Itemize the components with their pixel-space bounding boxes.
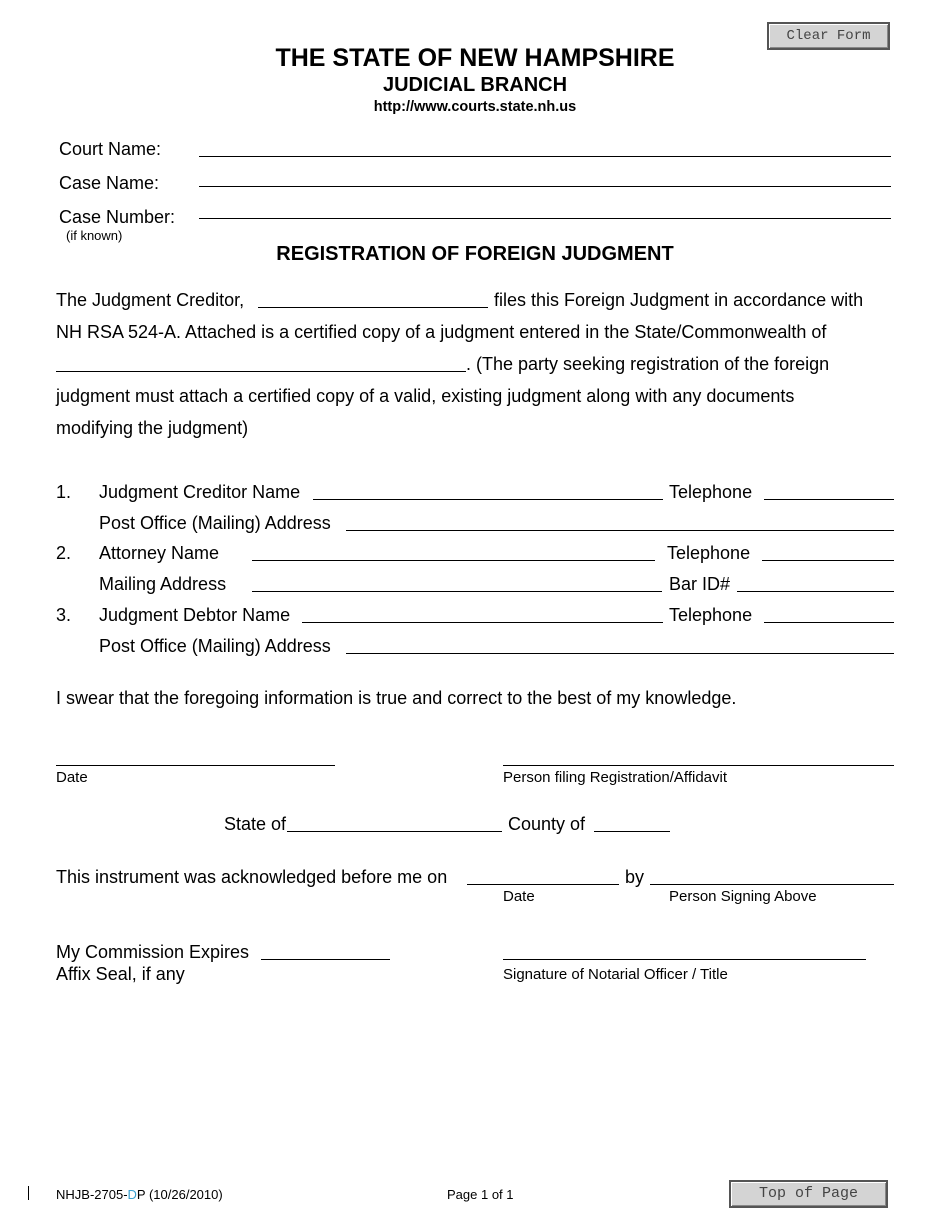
case-number-field[interactable] (199, 218, 891, 219)
by-label: by (625, 867, 645, 887)
acknowledged-date-field[interactable] (467, 884, 619, 885)
form-number-suffix: P (10/26/2010) (136, 1187, 223, 1202)
date-signature-field[interactable] (56, 765, 335, 766)
date-caption: Date (56, 769, 88, 786)
court-name-field[interactable] (199, 156, 891, 157)
person-filing-caption: Person filing Registration/Affidavit (503, 769, 728, 786)
paragraph-line-1b: files this Foreign Judgment in accordance with (494, 290, 864, 310)
item-number-2: 2. (56, 543, 72, 563)
item-number-1: 1. (56, 482, 72, 502)
affix-seal-label: Affix Seal, if any (56, 964, 185, 984)
notary-signature-field[interactable] (503, 959, 866, 960)
attorney-mailing-label: Mailing Address (99, 574, 227, 594)
county-of-label: County of (508, 814, 586, 834)
state-title: THE STATE OF NEW HAMPSHIRE (275, 44, 675, 72)
creditor-name-field[interactable] (313, 499, 663, 500)
case-name-field[interactable] (199, 186, 891, 187)
clear-form-button[interactable]: Clear Form (767, 22, 890, 50)
state-of-label: State of (224, 814, 287, 834)
person-signing-field[interactable] (650, 884, 894, 885)
state-of-field[interactable] (287, 831, 502, 832)
debtor-telephone-label: Telephone (669, 605, 753, 625)
county-of-field[interactable] (594, 831, 670, 832)
debtor-address-field[interactable] (346, 653, 894, 654)
state-commonwealth-field[interactable] (56, 371, 466, 372)
debtor-name-field[interactable] (302, 622, 663, 623)
creditor-telephone-field[interactable] (764, 499, 894, 500)
attorney-name-label: Attorney Name (99, 543, 220, 563)
paragraph-line-4: judgment must attach a certified copy of a valid, existing judgment along with any documents (56, 386, 795, 406)
paragraph-line-5: modifying the judgment) (56, 418, 249, 438)
commission-label: My Commission Expires (56, 942, 250, 962)
if-known-note: (if known) (66, 228, 123, 243)
item-number-3: 3. (56, 605, 72, 625)
paragraph-line-1a: The Judgment Creditor, (56, 290, 245, 310)
footer-margin-mark (28, 1186, 29, 1200)
paragraph-line-2: NH RSA 524-A. Attached is a certified copy of a judgment entered in the State/Commonwealth of (56, 322, 827, 342)
debtor-telephone-field[interactable] (764, 622, 894, 623)
form-number (56, 1187, 223, 1202)
attorney-mailing-field[interactable] (252, 591, 662, 592)
ack-date-caption: Date (503, 888, 535, 905)
form-title: REGISTRATION OF FOREIGN JUDGMENT (276, 243, 674, 265)
oath-statement: I swear that the foregoing information is true and correct to the best of my knowledge. (56, 688, 737, 708)
acknowledged-label: This instrument was acknowledged before me on (56, 867, 448, 887)
form-number-d: D (127, 1187, 137, 1202)
paragraph-line-3: . (The party seeking registration of the foreign (466, 354, 830, 374)
debtor-address-label: Post Office (Mailing) Address (99, 636, 331, 656)
person-filing-field[interactable] (503, 765, 894, 766)
creditor-name-label: Judgment Creditor Name (99, 482, 301, 502)
attorney-telephone-field[interactable] (762, 560, 894, 561)
case-name-label: Case Name: (59, 173, 160, 193)
case-number-label: Case Number: (59, 207, 176, 227)
commission-expires-field[interactable] (261, 959, 390, 960)
branch-title: JUDICIAL BRANCH (382, 74, 568, 96)
court-url: http://www.courts.state.nh.us (373, 99, 577, 115)
creditor-address-label: Post Office (Mailing) Address (99, 513, 331, 533)
notary-caption: Signature of Notarial Officer / Title (503, 966, 728, 983)
debtor-name-label: Judgment Debtor Name (99, 605, 291, 625)
page-number: Page 1 of 1 (447, 1187, 514, 1202)
court-name-label: Court Name: (59, 139, 162, 159)
bar-id-field[interactable] (737, 591, 894, 592)
creditor-address-field[interactable] (346, 530, 894, 531)
top-of-page-button[interactable]: Top of Page (729, 1180, 888, 1208)
creditor-telephone-label: Telephone (669, 482, 753, 502)
person-signing-caption: Person Signing Above (669, 888, 817, 905)
judgment-creditor-inline-field[interactable] (258, 307, 488, 308)
attorney-telephone-label: Telephone (667, 543, 751, 563)
attorney-name-field[interactable] (252, 560, 655, 561)
form-number-prefix: NHJB-2705- (56, 1187, 128, 1202)
bar-id-label: Bar ID# (669, 574, 731, 594)
